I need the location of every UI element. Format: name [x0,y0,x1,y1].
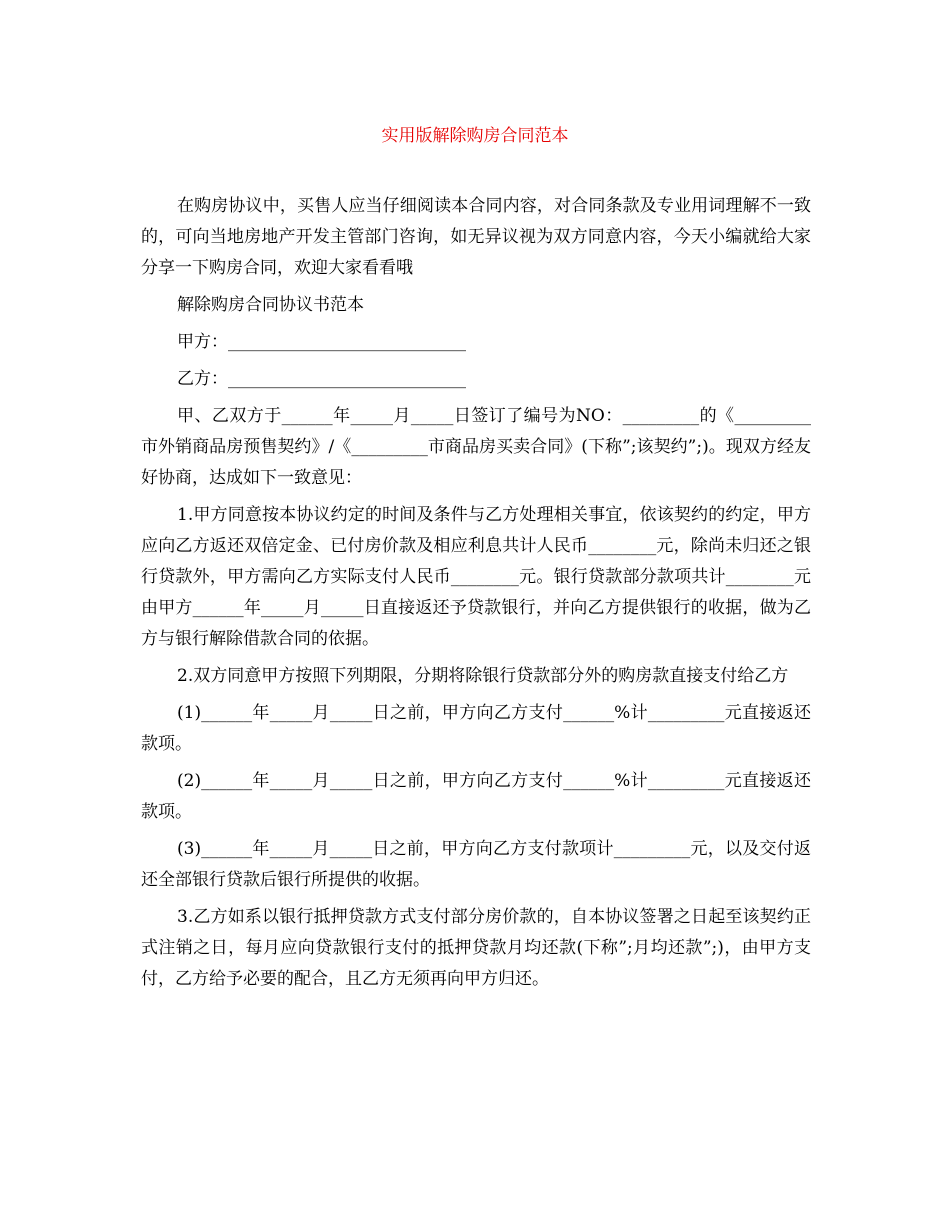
document-body [141,191,811,1001]
clause-3: 3.乙方如系以银行抵押贷款方式支付部分房价款的，自本协议签署之日起至该契约正式注销之日，每月应向贷款银行支付的抵押贷款月均还款(下称”;月均还款”;)，由甲方支付，乙方给予必要的配合，且乙方无须再向甲方归还。 [141,907,811,989]
clause-2-item-2: (2)______年_____月_____日之前，甲方向乙方支付______%计_________元直接返还款项。 [141,771,811,822]
clause-1: 1.甲方同意按本协议约定的时间及条件与乙方处理相关事宜，依该契约的约定，甲方应向乙方返还双倍定金、已付房价款及相应利息共计人民币________元，除尚未归还之银行贷款外，甲方需向乙方实际支付人民币________元。银行贷款部分款项共计________元由甲方______年_____月_____日直接返还予贷款银行，并向乙方提供银行的收据，做为乙方与银行解除借款合同的依据。 [141,505,811,649]
clause-2-item-3: (3)______年_____月_____日之前，甲方向乙方支付款项计_________元，以及交付返还全部银行贷款后银行所提供的收据。 [141,839,811,890]
intro-paragraph: 在购房协议中，买售人应当仔细阅读本合同内容，对合同条款及专业用词理解不一致的，可向当地房地产开发主管部门咨询，如无异议视为双方同意内容，今天小编就给大家分享一下购房合同，欢迎大家看看哦 [141,196,811,278]
party-b-line: 乙方：____________________________ [177,369,466,389]
contract-reference-paragraph: 甲、乙双方于______年_____月_____日签订了编号为NO：_________的《_________市外销商品房预售契约》/《_________市商品房买卖合同》(下称”;该契约”;)。现双方经友好协商，达成如下一致意见： [141,406,811,488]
agreement-heading: 解除购房合同协议书范本 [177,295,364,315]
clause-2-item-1: (1)______年_____月_____日之前，甲方向乙方支付______%计_________元直接返还款项。 [141,703,811,754]
clause-2: 2.双方同意甲方按照下列期限，分期将除银行贷款部分外的购房款直接支付给乙方 [177,666,789,686]
document-title: 实用版解除购房合同范本 [381,126,569,146]
party-a-line: 甲方：____________________________ [177,332,466,352]
